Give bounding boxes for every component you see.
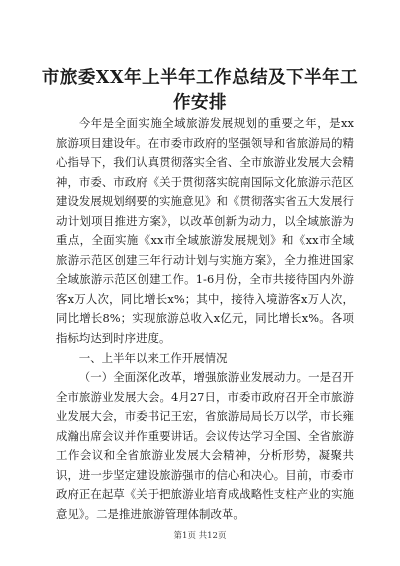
document-title: 市旅委XX年上半年工作总结及下半年工作安排 <box>41 68 359 113</box>
document-body <box>56 114 354 524</box>
section-heading: 一、上半年以来工作开展情况 <box>78 350 228 365</box>
page-number: 第1页 共12页 <box>173 531 227 541</box>
paragraph-section-1: （一）全面深化改革，增强旅游业发展动力。一是召开全市旅游业发展大会。4月27日，市委市政府召开全市旅游业发展大会，市委书记王宏，省旅游局局长万以学，市长雍成瀚出席会议并作重要讲话。会议传达学习全国、全省旅游工作会议和全省旅游业发展大会精神，分析形势，凝聚共识，进一步坚定建设旅游强市的信心和决心。目前，市委市政府正在起草《关于把旅游业培育成战略性支柱产业的实施意见》。二是推进旅游管理体制改革。 <box>56 370 354 521</box>
paragraph-intro: 今年是全面实施全域旅游发展规划的重要之年，是xx旅游项目建设年。在市委市政府的坚强领导和省旅游局的精心指导下，我们认真贯彻落实全省、全市旅游业发展大会精神，市委、市政府《关于贯彻落实皖南国际文化旅游示范区建设发展规划纲要的实施意见》和《贯彻落实省五大发展行动计划项目推进方案》，以改革创新为动力，以全域旅游为重点，全面实施《xx市全域旅游发展规划》和《xx市全域旅游示范区创建三年行动计划与实施方案》，全力推进国家全域旅游示范区创建工作。1-6月份，全市共接待国内外游客x万人次，同比增长x%；其中，接待入境游客x万人次，同比增长8%；实现旅游总收入x亿元，同比增长x%。各项指标均达到时序进度。 <box>56 116 354 346</box>
